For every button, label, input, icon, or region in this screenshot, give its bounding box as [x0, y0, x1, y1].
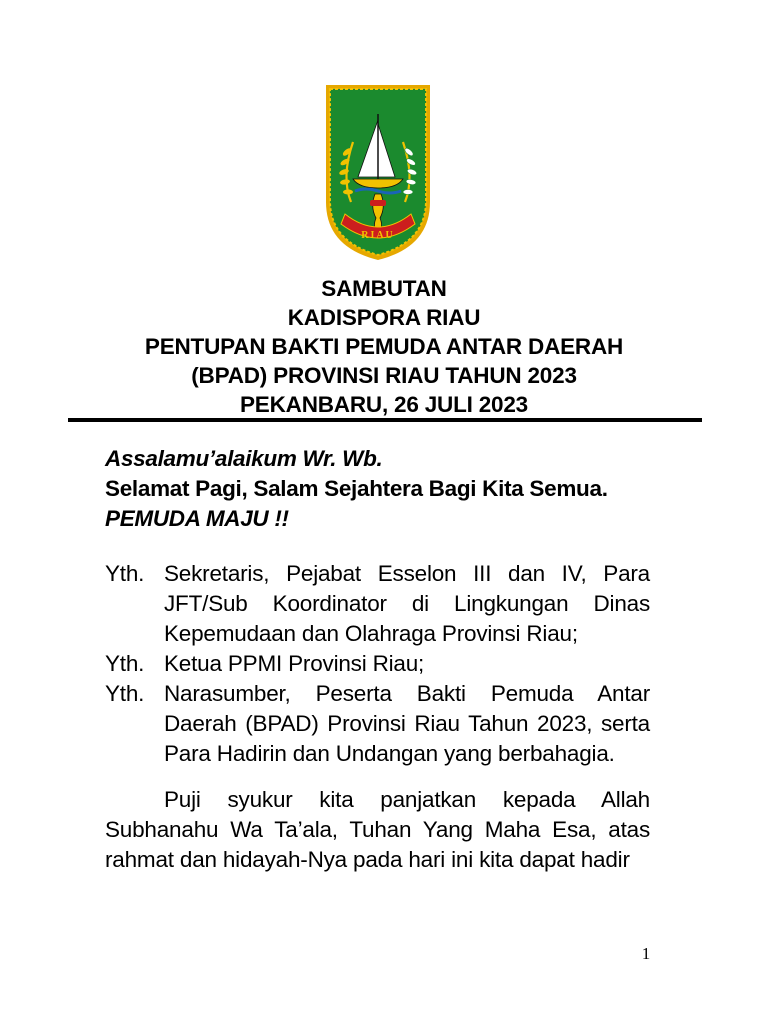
document-title	[68, 274, 700, 419]
title-divider	[68, 418, 702, 422]
addressee-item	[105, 559, 650, 649]
addressee-label: Yth.	[105, 561, 145, 586]
addressee-list	[105, 559, 650, 769]
title-line: PEKANBARU, 26 JULI 2023	[240, 392, 528, 417]
riau-coat-of-arms-icon	[323, 82, 433, 262]
addressee-text: Ketua PPMI Provinsi Riau;	[164, 651, 425, 676]
morning-greeting: Selamat Pagi, Salam Sejahtera Bagi Kita Semua.	[105, 476, 608, 501]
emblem-banner-text: RIAU	[361, 230, 395, 241]
addressee-text: Sekretaris, Pejabat Esselon III dan IV, Para JFT/Sub Koordinator di Lingkungan Dinas Kepemudaan dan Olahraga Provinsi Riau;	[164, 561, 650, 646]
page-number: 1	[641, 944, 651, 963]
motto: PEMUDA MAJU !!	[105, 506, 289, 531]
body-paragraph: Puji syukur kita panjatkan kepada Allah Subhanahu Wa Ta’ala, Tuhan Yang Maha Esa, atas rahmat dan hidayah-Nya pada hari ini kita dapat hadir	[105, 787, 650, 872]
addressee-text: Narasumber, Peserta Bakti Pemuda Antar Daerah (BPAD) Provinsi Riau Tahun 2023, serta Para Hadirin dan Undangan yang berbahagia.	[164, 681, 650, 766]
addressee-label: Yth.	[105, 651, 145, 676]
addressee-label: Yth.	[105, 681, 145, 706]
greetings	[105, 444, 665, 534]
title-line: KADISPORA RIAU	[287, 305, 481, 330]
addressee-item	[105, 649, 650, 679]
addressee-item	[105, 679, 650, 769]
title-line: (BPAD) PROVINSI RIAU TAHUN 2023	[191, 363, 577, 388]
title-line: PENTUPAN BAKTI PEMUDA ANTAR DAERAH	[144, 334, 624, 359]
salam-greeting: Assalamu’alaikum Wr. Wb.	[105, 446, 383, 471]
title-line: SAMBUTAN	[321, 276, 447, 301]
